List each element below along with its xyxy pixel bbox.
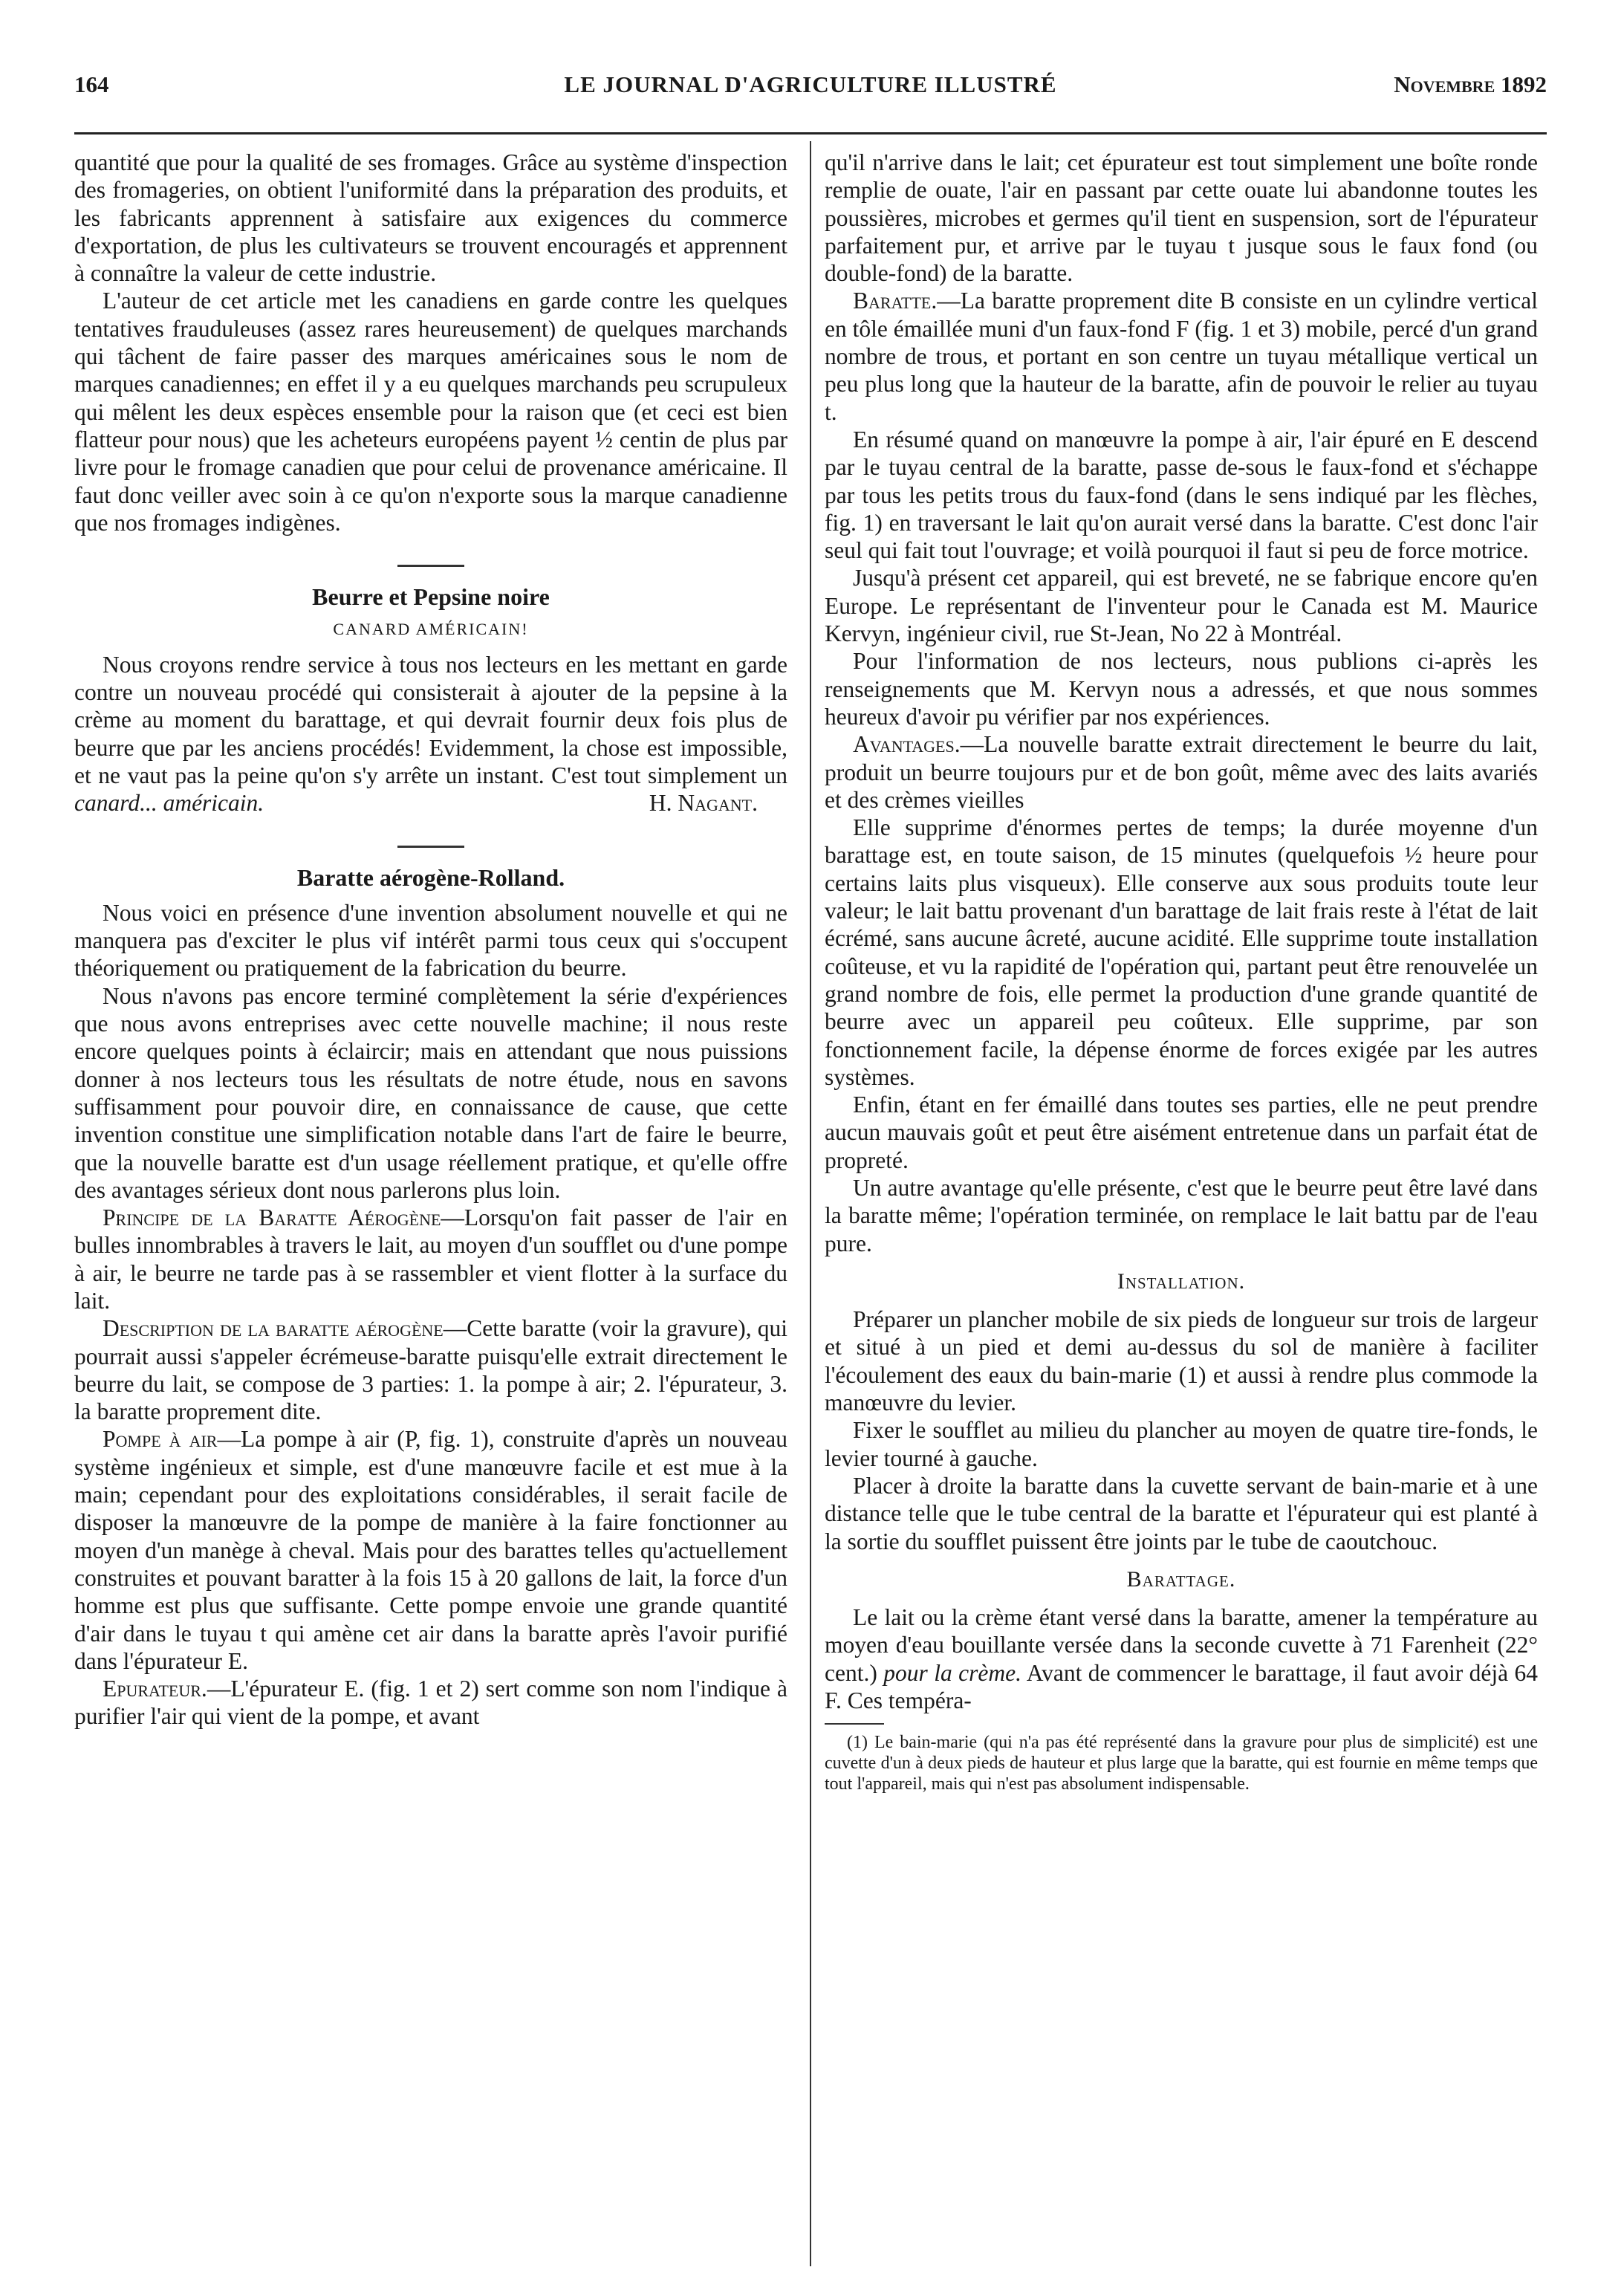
run-in-head-principe: Principe de la Baratte Aérogène (103, 1204, 441, 1231)
paragraph: L'auteur de cet article met les canadiens en garde contre les quelques tentatives frauduleuses (assez rares heureusement) de quelques marchands qui tâchent de faire passer des marques américaines sous le nom de marques canadiennes; en effet il y a eu quelques marchands peu scrupuleux qui mêlent les deux espèces ensemble pour la raison que (et ceci est bien flatteur pour nous) que les acheteurs européens payent ½ centin de plus par livre pour le fromage canadien que pour celui de provenance américaine. Il faut donc veiller avec soin à ce qu'on n'exporte sous la marque canadienne que nos fromages indigènes. (74, 288, 787, 536)
paragraph (825, 287, 1538, 425)
run-in-head-description: Description de la baratte aérogène (103, 1315, 444, 1342)
beurre-text: Nous croyons rendre service à tous nos lecteurs en les mettant en garde contre un nouveau procédé qui consisterait à ajouter de la pepsine à la crème au moment du barattage, et qui devrait fournir deux fois plus de beurre que par les anciens procédés! Evidemment, la chose est impossible, et ne vaut pas la peine qu'on s'y arrête un instant. C'est tout simplement un (74, 651, 787, 788)
run-in-head-epurateur: Epurateur. (103, 1676, 207, 1702)
paragraph: Placer à droite la baratte dans la cuvette servant de bain-marie et à une distance telle que le tube central de la baratte et l'épurateur qui est planté à la sortie du soufflet puissent être joints par le tube de caoutchouc. (825, 1472, 1538, 1554)
paragraph (74, 1675, 787, 1731)
paragraph: Pour l'information de nos lecteurs, nous publions ci-après les renseignements que M. Kervyn nous a adressés, et que nous sommes heureux d'avoir pu vérifier par nos expériences. (825, 648, 1538, 730)
journal-title: LE JOURNAL D'AGRICULTURE ILLUSTRÉ (564, 71, 1057, 97)
section-title-installation: Installation. (1117, 1268, 1246, 1294)
run-in-head-pompe: Pompe à air (103, 1426, 218, 1453)
article-subtitle-beurre: CANARD AMÉRICAIN! (333, 620, 529, 639)
footnote (825, 1732, 1538, 1794)
barattage-italic: pour la crème. (883, 1659, 1021, 1686)
paragraph: En résumé quand on manœuvre la pompe à air, l'air épuré en E descend par le tuyau central de la baratte, passe de-sous le faux-fond et s'échappe par tous les petits trous du faux-fond (dans le sens indiqué par les flèches, fig. 1) en traversant le lait qu'on aurait versé dans la baratte. C'est donc l'air seul qui fait tout l'ouvrage; et voilà pourquoi il faut si peu de force motrice. (825, 426, 1538, 564)
description-text: —Cette baratte (voir la gravure), qui pourrait aussi s'appeler écrémeuse-baratte puisqu'elle extrait directement le beurre du lait, se compose de 3 parties: 1. la pompe à air; 2. l'épurateur, 3. la baratte proprement dite. (74, 1315, 787, 1425)
run-in-head-baratte: Baratte. (853, 288, 938, 314)
left-column (74, 149, 787, 1731)
paragraph: Enfin, étant en fer émaillé dans toutes ses parties, elle ne peut prendre aucun mauvais goût et peut être aisément entretenue dans un parfait état de propreté. (825, 1092, 1538, 1173)
paragraph (825, 730, 1538, 814)
run-in-head-avantages: Avantages. (853, 731, 961, 758)
paragraph: Fixer le soufflet au milieu du plancher au moyen de quatre tire-fonds, le levier tourné à gauche. (825, 1417, 1538, 1471)
header-rule (74, 132, 1547, 134)
article-title-baratte: Baratte aérogène-Rolland. (296, 863, 565, 891)
paragraph (74, 1314, 787, 1425)
baratte-text: —La baratte proprement dite B consiste en un cylindre vertical en tôle émaillée muni d'un faux-fond F (fig. 1 et 3) mobile, percé d'un grand nombre de trous, et portant en son centre un tuyau métallique vertical un peu plus long que la hauteur de la baratte, afin de pouvoir le relier au tuyau t. (825, 288, 1538, 425)
article-title-beurre: Beurre et Pepsine noire (312, 583, 550, 611)
right-column (825, 149, 1538, 1794)
principe-text: —Lorsqu'on fait passer de l'air en bulles innombrables à travers le lait, au moyen d'un soufflet ou d'une pompe à air, le beurre ne tarde pas à se rassembler et vient flotter à la surface du lait. (74, 1204, 787, 1314)
paragraph: Préparer un plancher mobile de six pieds de longueur sur trois de largeur et situé à un pied et demi au-dessus du sol de manière à faciliter l'écoulement des eaux du bain-marie (1) et aussi à rendre plus commode la manœuvre du levier. (825, 1306, 1538, 1416)
paragraph: Un autre avantage qu'elle présente, c'est que le beurre peut être lavé dans la baratte même; l'opération terminée, on remplace le lait battu par de l'eau pure. (825, 1174, 1538, 1256)
barattage-text-a: Le lait ou la crème étant versé dans la baratte, amener la température au moyen d'eau bouillante versée dans la seconde cuvette à 71 Farenheit (22° cent.) (825, 1604, 1538, 1686)
page-number: 164 (74, 71, 109, 97)
column-divider (810, 141, 811, 2266)
issue-date: Novembre 1892 (1394, 71, 1547, 97)
footnote-text: (1) Le bain-marie (qui n'a pas été représenté dans la gravure pour plus de simplicité) est une cuvette d'un à deux pieds de hauteur et plus large que la baratte, qui est fournie en même temps que tout l'appareil, mais qui n'est pas absolument indispensable. (825, 1733, 1538, 1794)
barattage-text-b: Avant de commencer le barattage, il faut avoir déjà 64 F. Ces tempéra- (825, 1659, 1539, 1714)
pompe-text: —La pompe à air (P, fig. 1), construite d'après un nouveau système ingénieux et simple, est d'une manœuvre facile et est mue à la main; cependant pour des exploitations considérables, il serait facile de disposer la manœuvre de la pompe de manière à la faire fonctionner au moyen d'un manège à cheval. Mais pour des barattes telles qu'actuellement construites et pouvant baratter à la fois 15 à 20 gallons de lait, la force d'un homme est plus que suffisante. Cette pompe envoie une grande quantité d'air dans le tuyau t qui amène cet air dans la baratte après l'avoir purifié dans l'épurateur E. (74, 1426, 787, 1674)
section-title-barattage: Barattage. (1126, 1566, 1236, 1592)
beurre-italic: canard... américain. (74, 790, 264, 817)
paragraph: Elle supprime d'énormes pertes de temps; la durée moyenne d'un barattage est, en toute saison, de 15 minutes (quelquefois ½ heure pour certains laits plus visqueux). Elle conserve aux sous produits toute leur valeur; le lait battu provenant d'un barattage de lait frais reste à l'état de lait écrémé, sans aucune âcreté, aucune acidité. Elle supprime toute installation coûteuse, et vu la rapidité de l'opération qui, partant peut être renouvelée un grand nombre de fois, elle permet la production d'une grande quantité de beurre avec un appareil peu coûteux. Elle supprime, par son fonctionnement facile, la dépense énorme de forces exigée par les autres systèmes. (825, 814, 1538, 1090)
footnote-rule (825, 1723, 884, 1725)
section-separator (397, 565, 464, 567)
paragraph: Jusqu'à présent cet appareil, qui est breveté, ne se fabrique encore qu'en Europe. Le représentant de l'inventeur pour le Canada est M. Maurice Kervyn, ingénieur civil, rue St-Jean, No 22 à Montréal. (825, 565, 1538, 647)
epurateur-text: —L'épurateur E. (fig. 1 et 2) sert comme son nom l'indique à purifier l'air qui vient de la pompe, et avant (74, 1676, 787, 1730)
paragraph (825, 1603, 1538, 1714)
paragraph (74, 1204, 787, 1314)
section-separator (397, 846, 464, 848)
avantages-text: —La nouvelle baratte extrait directement le beurre du lait, produit un beurre toujours pur et de bon goût, même avec des laits avariés et des crèmes vieilles (825, 731, 1538, 813)
paragraph: Nous voici en présence d'une invention absolument nouvelle et qui ne manquera pas d'exciter le plus vif intérêt parmi tous ceux qui s'occupent théoriquement ou pratiquement de la fabrication du beurre. (74, 899, 787, 982)
paragraph: qu'il n'arrive dans le lait; cet épurateur est tout simplement une boîte ronde remplie de ouate, l'air en passant par cette ouate lui abandonne toutes les poussières, microbes et germes qu'il tient en suspension, sort de l'épurateur parfaitement pur, et arrive par le tuyau t jusque sous le faux fond (ou double-fond) de la baratte. (825, 149, 1538, 287)
paragraph: Nous n'avons pas encore terminé complètement la série d'expériences que nous avons entreprises avec cette nouvelle machine; il nous reste encore quelques points à éclaircir; mais en attendant que nous puissions donner à nos lecteurs tous les résultats de notre étude, nous en savons suffisamment pour pouvoir dire, en connaissance de cause, que cette invention constitue une simplification notable dans l'art de faire le beurre, que la nouvelle baratte est d'un usage réellement pratique, et qu'elle offre des avantages sérieux dont nous parlerons plus loin. (74, 982, 787, 1203)
paragraph (74, 651, 787, 817)
paragraph (74, 1425, 787, 1675)
page-header (74, 71, 1547, 116)
author-signature: H. Nagant. (649, 790, 758, 817)
paragraph: quantité que pour la qualité de ses fromages. Grâce au système d'inspection des fromageries, on obtient l'uniformité dans la préparation des produits, et les fabricants apprennent à satisfaire aux exigences du commerce d'exportation, de plus les cultivateurs se trouvent encouragés et apprennent à connaître la valeur de cette industrie. (74, 149, 787, 287)
